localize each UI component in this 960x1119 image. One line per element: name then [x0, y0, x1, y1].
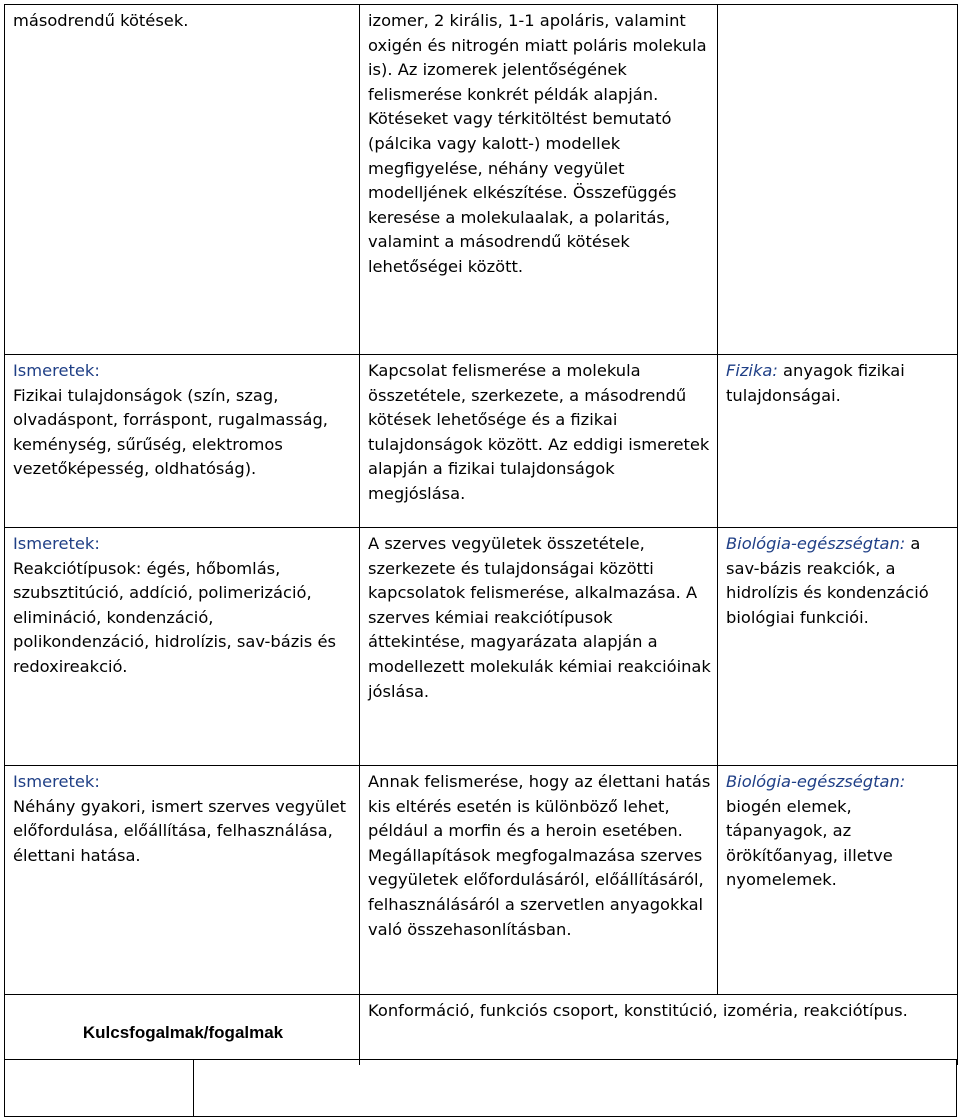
activity-text: Annak felismerése, hogy az élettani hatás kis eltérés esetén is különböző lehet, például a morfin és a heroin esetében. Megállapítások megfogalmazása szerves vegyületek előfordulásáról, előállításáról, felhasználásáról a szervetlen anyagokkal való összehasonlításban. [368, 772, 711, 939]
table-row [5, 766, 958, 995]
knowledge-label: Ismeretek: [13, 361, 100, 380]
knowledge-cell [5, 528, 360, 766]
connection-text: biogén elemek, tápanyagok, az örökítőanyag, illetve nyomelemek. [726, 796, 893, 890]
subject-label: Biológia-egészségtan: [726, 772, 906, 791]
knowledge-text: Fizikai tulajdonságok (szín, szag, olvadáspont, forráspont, rugalmasság, keménység, sűrűség, elektromos vezetőképesség, oldhatóság). [13, 385, 328, 479]
activity-text: A szerves vegyületek összetétele, szerkezete és tulajdonságai közötti kapcsolatok felismerése, alkalmazása. A szerves kémiai reakciótípusok áttekintése, magyarázata alapján a modellezett molekulák kémiai reakcióinak jóslása. [368, 534, 711, 701]
table-row [5, 5, 958, 355]
activity-cell [360, 528, 718, 766]
bottom-empty-row [4, 1059, 957, 1117]
knowledge-text: Néhány gyakori, ismert szerves vegyület előfordulása, előállítása, felhasználása, élettani hatása. [13, 796, 346, 865]
subject-label: Fizika: [726, 361, 784, 380]
knowledge-text: másodrendű kötések. [13, 11, 189, 30]
key-concepts-text: Konformáció, funkciós csoport, konstitúció, izoméria, reakciótípus. [368, 1001, 908, 1020]
table-row [5, 355, 958, 528]
activity-text: Kapcsolat felismerése a molekula összetétele, szerkezete, a másodrendű kötések lehetősége és a fizikai tulajdonságok között. Az eddigi ismeretek alapján a fizikai tulajdonságok megjóslása. [368, 361, 710, 503]
activity-cell [360, 766, 718, 995]
key-concepts-label-cell [5, 995, 360, 1065]
knowledge-cell [5, 5, 360, 355]
bottom-empty-cell-divider [193, 1060, 194, 1116]
knowledge-cell [5, 355, 360, 528]
subject-label: Biológia-egészségtan: [726, 534, 911, 553]
activity-text: izomer, 2 királis, 1-1 apoláris, valamint oxigén és nitrogén miatt poláris molekula is). Az izomerek jelentőségének felismerése konkrét példák alapján. Kötéseket vagy térkitöltést bemutató (pálcika vagy kalott-) modellek megfigyelése, néhány vegyület modelljének elkészítése. Összefüggés keresése a molekulaalak, a polaritás, valamint a másodrendű kötések lehetőségei között. [368, 11, 707, 276]
connection-cell [718, 766, 958, 995]
knowledge-label: Ismeretek: [13, 534, 100, 553]
activity-cell [360, 5, 718, 355]
knowledge-text: Reakciótípusok: égés, hőbomlás, szubsztitúció, addíció, polimerizáció, elimináció, kondenzáció, polikondenzáció, hidrolízis, sav-bázis és redoxireakció. [13, 558, 336, 676]
knowledge-cell [5, 766, 360, 995]
table-row [5, 528, 958, 766]
activity-cell [360, 355, 718, 528]
connection-cell [718, 355, 958, 528]
connection-text: anyagok fizikai tulajdonságai. [726, 361, 905, 405]
curriculum-table [4, 4, 958, 1065]
key-concepts-label: Kulcsfogalmak/fogalmak [82, 1023, 284, 1043]
key-concepts-row [5, 995, 958, 1065]
key-concepts-text-cell [360, 995, 958, 1065]
connection-cell [718, 5, 958, 355]
connection-text: a sav-bázis reakciók, a hidrolízis és kondenzáció biológiai funkciói. [726, 534, 929, 627]
knowledge-label: Ismeretek: [13, 772, 100, 791]
connection-cell [718, 528, 958, 766]
